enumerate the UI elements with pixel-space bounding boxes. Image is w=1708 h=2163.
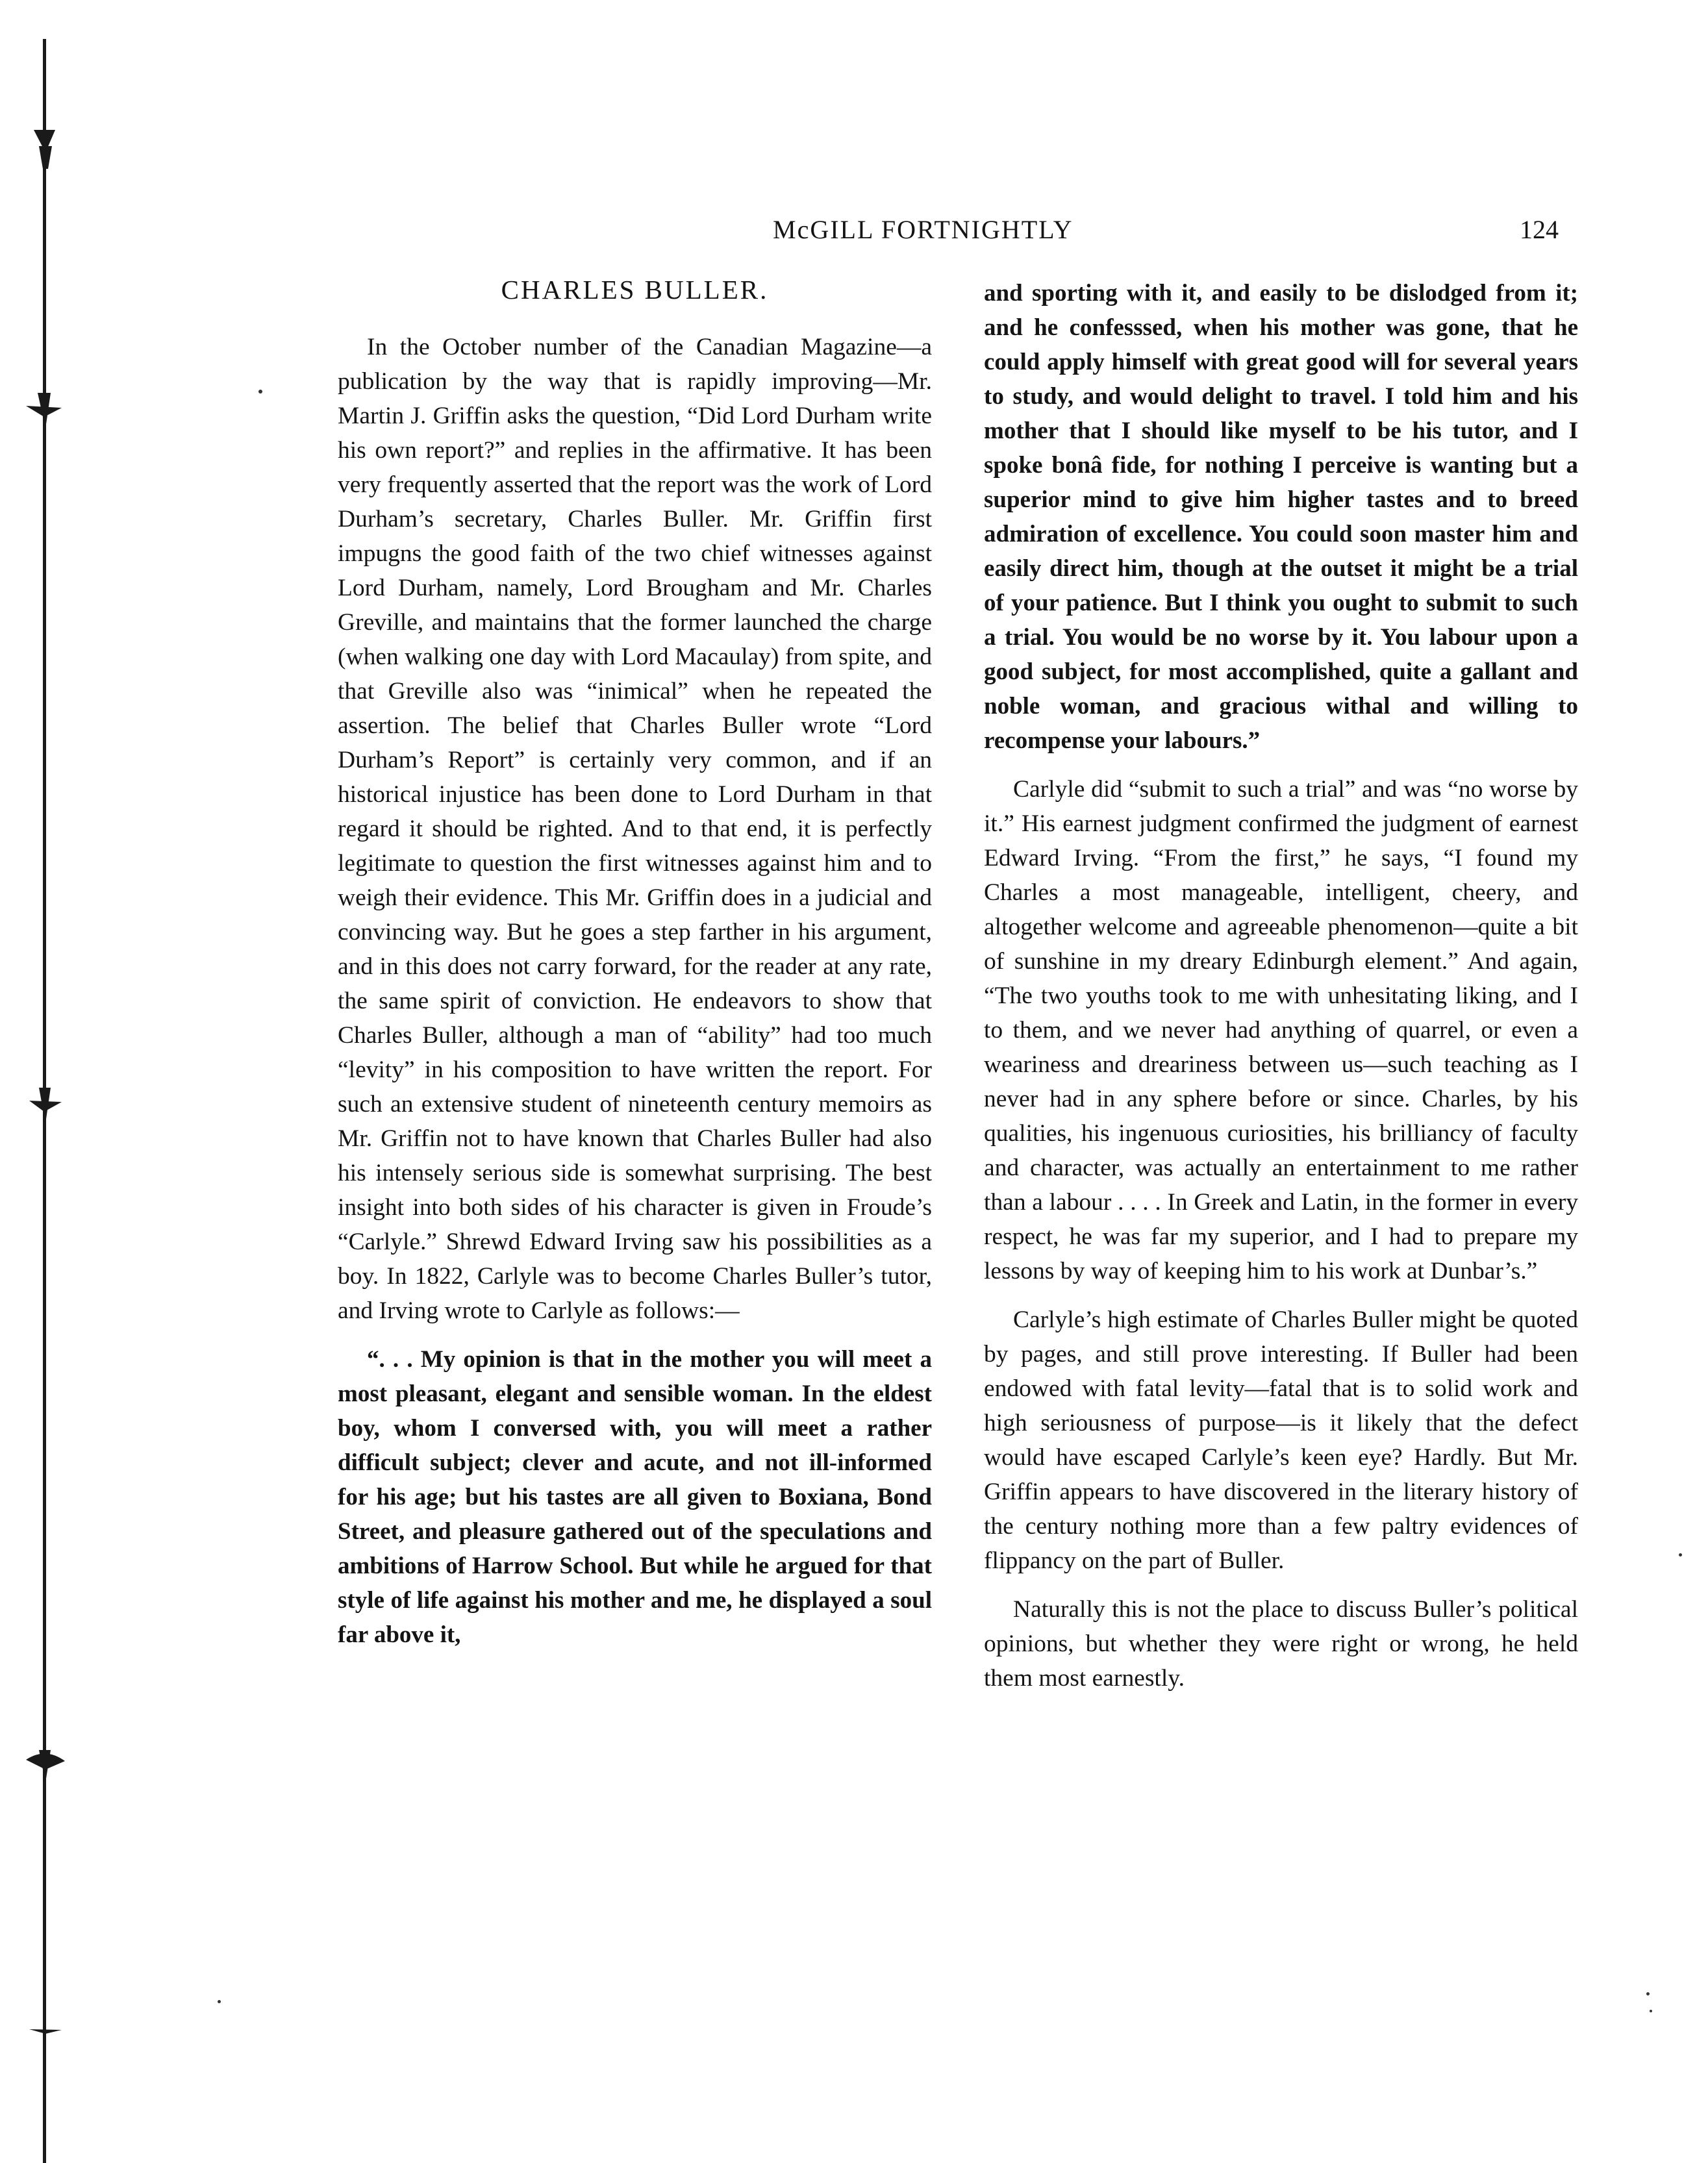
- body-paragraph: In the October number of the Canadian Magazine—a publication by the way that is rapidly improving—Mr. Martin J. Griffin asks the question, “Did Lord Durham write his own report?” and replies in the affirmative. It has been very frequently asserted that the report was the work of Lord Durham’s secretary, Charles Buller. Mr. Griffin first impugns the good faith of the two chief witnesses against Lord Durham, namely, Lord Brougham and Mr. Charles Greville, and maintains that the former launched the charge (when walking one day with Lord Macaulay) from spite, and that Greville also was “inimical” when he repeated the assertion. The belief that Charles Buller wrote “Lord Durham’s Report” is certainly very common, and if an historical injustice has been done to Lord Durham in that regard it should be righted. And to that end, it is perfectly legitimate to question the first witnesses against him and to weigh their evidence. This Mr. Griffin does in a judicial and convincing way. But he goes a step farther in his argument, and in this does not carry forward, for the reader at any rate, the same spirit of conviction. He endeavors to show that Charles Buller, although a man of “ability” had too much “levity” in his composition to have written the report. For such an extensive student of nineteenth century memoirs as Mr. Griffin not to have known that Charles Buller had also his intensely serious side is somewhat surprising. The best insight into both sides of his character is given in Froude’s “Carlyle.” Shrewd Edward Irving saw his possibilities as a boy. In 1822, Carlyle was to become Charles Buller’s tutor, and Irving wrote to Carlyle as follows:—: [338, 334, 932, 1324]
- body-paragraph: Carlyle did “submit to such a trial” and was “no worse by it.” His earnest judgment confirmed the judgment of earnest Edward Irving. “From the first,” he says, “I found my Charles a most manageable, intelligent, cheery, and altogether welcome and agreeable phenomenon—quite a bit of sunshine in my dreary Edinburgh element.” And again, “The two youths took to me with unhesitating liking, and I to them, and we never had anything of quarrel, or even a weariness and dreariness between us—such teaching as I never had in any sphere before or since. Charles, by his qualities, his ingenuous curiosities, his brilliancy of faculty and character, was actually an entertainment to me rather than a labour . . . . In Greek and Latin, in the former in every respect, he was far my superior, and I had to prepare my lessons by way of keeping him to his work at Dunbar’s.”: [984, 776, 1578, 1284]
- binding-edge: [0, 0, 91, 2163]
- page-number: 124: [1520, 215, 1559, 244]
- scan-speck: [1646, 1992, 1650, 1995]
- scan-speck: [258, 390, 262, 394]
- quoted-letter: “. . . My opinion is that in the mother you will meet a most pleasant, elegant and sensible woman. In the eldest boy, whom I conversed with, you will meet a rather difficult subject; clever and acute, and not ill-informed for his age; but his tastes are all given to Boxiana, Bond Street, and pleasure gathered out of the speculations and ambitions of Harrow School. But while he argued for that style of life against his mother and me, he displayed a soul far above it,: [338, 1346, 932, 1648]
- article-title: CHARLES BULLER.: [501, 275, 769, 305]
- scan-speck: [218, 2000, 221, 2003]
- page-header: [325, 214, 1585, 253]
- body-paragraph: Naturally this is not the place to discuss Buller’s political opinions, but whether they were right or wrong, he held them most earnestly.: [984, 1596, 1578, 1692]
- scan-speck: [1679, 1553, 1682, 1557]
- running-head: McGILL FORTNIGHTLY: [773, 215, 1074, 244]
- right-column: [984, 276, 1578, 1695]
- left-column: [338, 273, 932, 1652]
- quoted-letter-continued: and sporting with it, and easily to be dislodged from it; and he confesssed, when his mother was gone, that he could apply himself with great good will for several years to study, and would delight to travel. I told him and his mother that I should like myself to be his tutor, and I spoke bonâ fide, for nothing I perceive is wanting but a superior mind to give him higher tastes and to breed admiration of excellence. You could soon master him and easily direct him, though at the outset it might be a trial of your patience. But I think you ought to submit to such a trial. You would be no worse by it. You labour upon a good subject, for most accomplished, quite a gallant and noble woman, and gracious withal and willing to recompense your labours.”: [984, 280, 1578, 754]
- body-paragraph: Carlyle’s high estimate of Charles Buller might be quoted by pages, and still prove interesting. If Buller had been endowed with fatal levity—fatal that is to solid work and high seriousness of purpose—is it likely that the defect would have escaped Carlyle’s keen eye? Hardly. But Mr. Griffin appears to have discovered in the literary history of the century nothing more than a few paltry evidences of flippancy on the part of Buller.: [984, 1307, 1578, 1574]
- scan-speck: [1650, 2010, 1652, 2012]
